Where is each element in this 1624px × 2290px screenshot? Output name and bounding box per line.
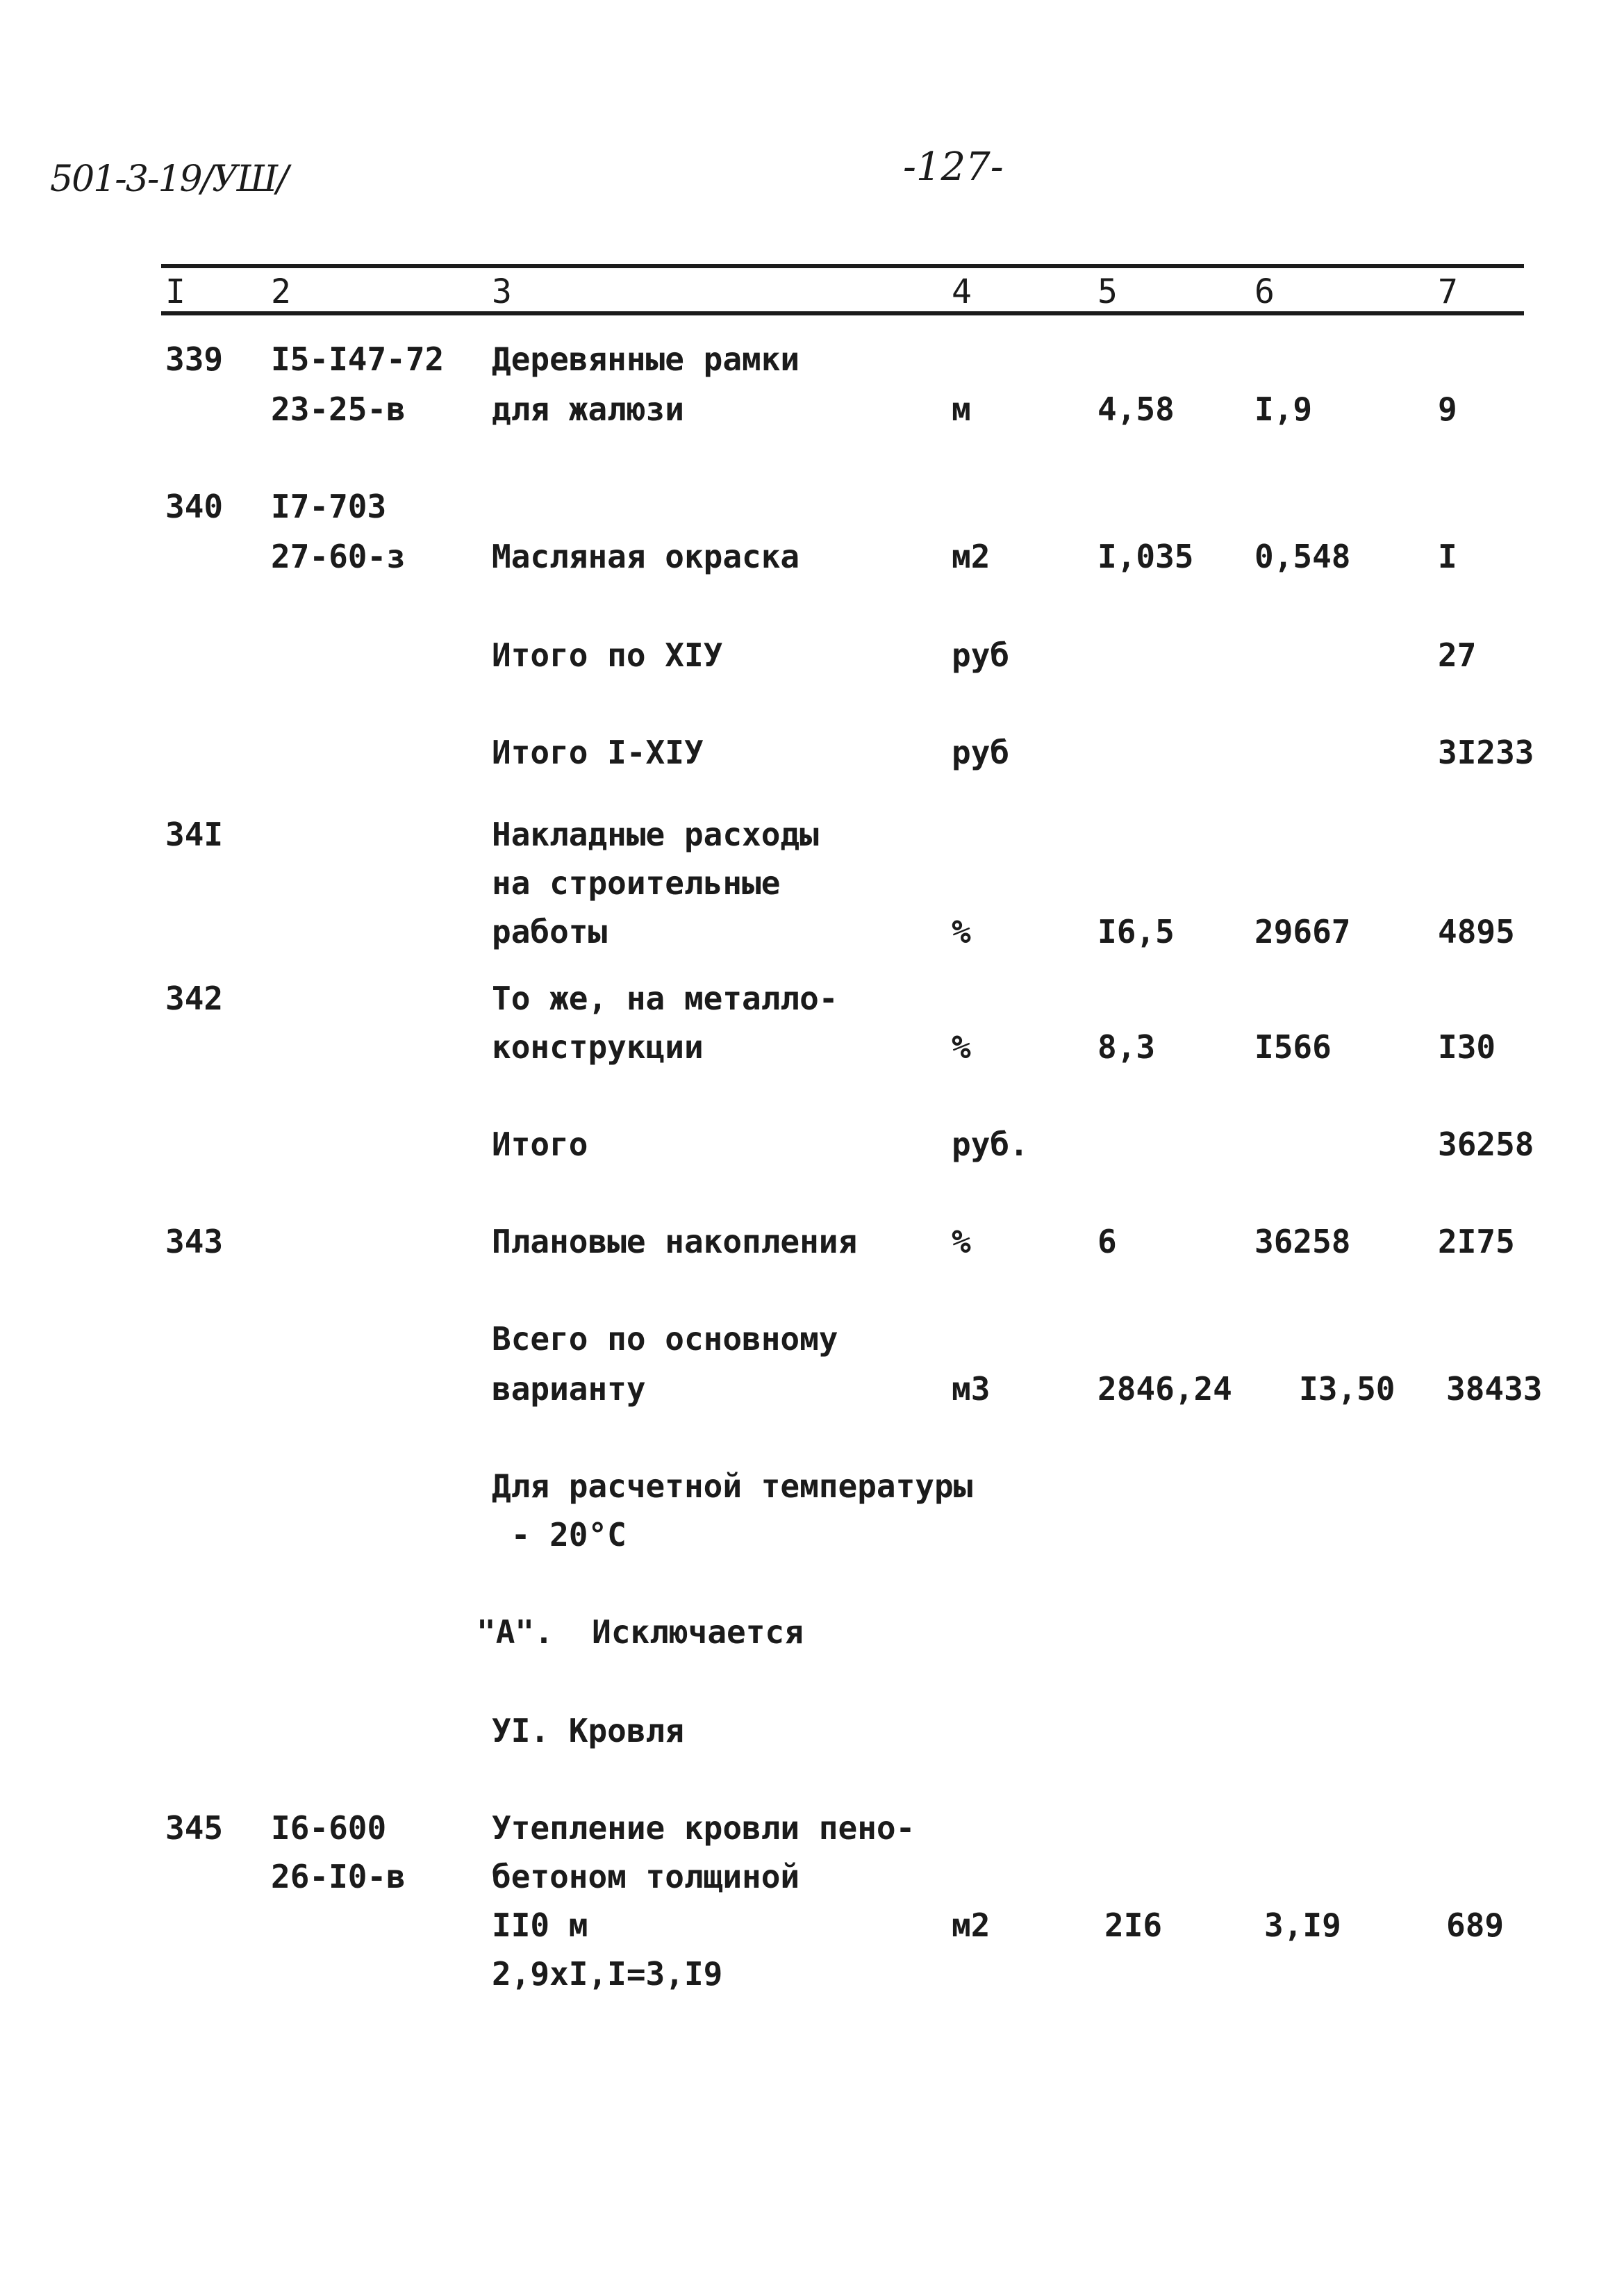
row-description-line: работы: [492, 913, 608, 950]
row-description-line: на строительные: [492, 864, 781, 902]
row-unit: руб: [952, 734, 1010, 771]
row-unit-price: 29667: [1254, 913, 1351, 950]
row-unit: %: [952, 913, 971, 950]
row-total: 689: [1446, 1906, 1505, 1944]
column-header-4: 4: [952, 272, 972, 311]
row-number: 343: [165, 1223, 224, 1260]
row-description-line: Плановые накопления: [492, 1223, 858, 1260]
column-header-5: 5: [1097, 272, 1118, 311]
row-unit-price: 3,I9: [1264, 1906, 1341, 1944]
row-quantity: 6: [1097, 1223, 1117, 1260]
row-total: 27: [1438, 636, 1477, 674]
row-description-line: Итого: [492, 1126, 588, 1163]
row-total: 2I75: [1438, 1223, 1515, 1260]
row-code-line: 23-25-в: [271, 390, 406, 428]
row-description-line: Итого I-XIУ: [492, 734, 704, 771]
row-description-line: бетоном толщиной: [492, 1858, 800, 1895]
row-code-line: 26-I0-в: [271, 1858, 406, 1895]
column-header-3: 3: [492, 272, 512, 311]
row-description-line: 2,9хI,I=3,I9: [492, 1955, 723, 1993]
table-header-rule: [161, 311, 1524, 315]
row-description-line: II0 м: [492, 1906, 588, 1944]
row-number: 34I: [165, 816, 224, 853]
row-description-line: Деревянные рамки: [492, 340, 800, 378]
row-unit: м3: [952, 1370, 991, 1408]
column-header-6: 6: [1254, 272, 1275, 311]
row-number: 342: [165, 980, 224, 1017]
row-description-line: варианту: [492, 1370, 646, 1408]
row-total: 36258: [1438, 1126, 1534, 1163]
row-total: I: [1438, 538, 1457, 575]
row-number: 340: [165, 488, 224, 525]
row-description-line: Утепление кровли пено-: [492, 1809, 915, 1847]
row-description-line: Масляная окраска: [492, 538, 800, 575]
row-description-line: "А". Исключается: [477, 1613, 804, 1651]
row-unit: м2: [952, 1906, 991, 1944]
row-description-line: УI. Кровля: [492, 1712, 684, 1749]
row-unit: м2: [952, 538, 991, 575]
page-number: -127-: [903, 145, 1004, 190]
row-unit-price: I,9: [1254, 390, 1313, 428]
row-unit-price: I566: [1254, 1028, 1332, 1066]
table-top-rule: [161, 264, 1524, 268]
row-quantity: 4,58: [1097, 390, 1175, 428]
row-description-line: Итого по XIУ: [492, 636, 723, 674]
row-unit: %: [952, 1028, 971, 1066]
row-unit-price: 0,548: [1254, 538, 1351, 575]
row-total: 38433: [1446, 1370, 1543, 1408]
row-total: 3I233: [1438, 734, 1534, 771]
row-description-line: Для расчетной температуры: [492, 1467, 973, 1505]
row-total: I30: [1438, 1028, 1496, 1066]
row-unit: %: [952, 1223, 971, 1260]
row-description-line: То же, на металло-: [492, 980, 838, 1017]
row-total: 9: [1438, 390, 1457, 428]
row-quantity: 2846,24: [1097, 1370, 1232, 1408]
row-description-line: конструкции: [492, 1028, 704, 1066]
row-description-line: Всего по основному: [492, 1320, 838, 1358]
column-header-7: 7: [1438, 272, 1458, 311]
row-code-line: I5-I47-72: [271, 340, 445, 378]
row-unit-price: I3,50: [1299, 1370, 1395, 1408]
row-description-line: - 20°С: [492, 1516, 627, 1554]
column-header-1: I: [165, 272, 185, 311]
row-quantity: 8,3: [1097, 1028, 1156, 1066]
row-unit: м: [952, 390, 971, 428]
row-quantity: I,035: [1097, 538, 1194, 575]
row-number: 339: [165, 340, 224, 378]
column-header-2: 2: [271, 272, 291, 311]
row-unit-price: 36258: [1254, 1223, 1351, 1260]
row-quantity: I6,5: [1097, 913, 1175, 950]
document-code: 501-3-19/УШ/: [50, 158, 288, 200]
row-code-line: I6-600: [271, 1809, 387, 1847]
row-description-line: для жалюзи: [492, 390, 684, 428]
row-unit: руб.: [952, 1126, 1029, 1163]
row-code-line: I7-703: [271, 488, 387, 525]
row-number: 345: [165, 1809, 224, 1847]
row-unit: руб: [952, 636, 1010, 674]
row-total: 4895: [1438, 913, 1515, 950]
row-description-line: Накладные расходы: [492, 816, 819, 853]
row-quantity: 2I6: [1104, 1906, 1163, 1944]
row-code-line: 27-60-з: [271, 538, 406, 575]
